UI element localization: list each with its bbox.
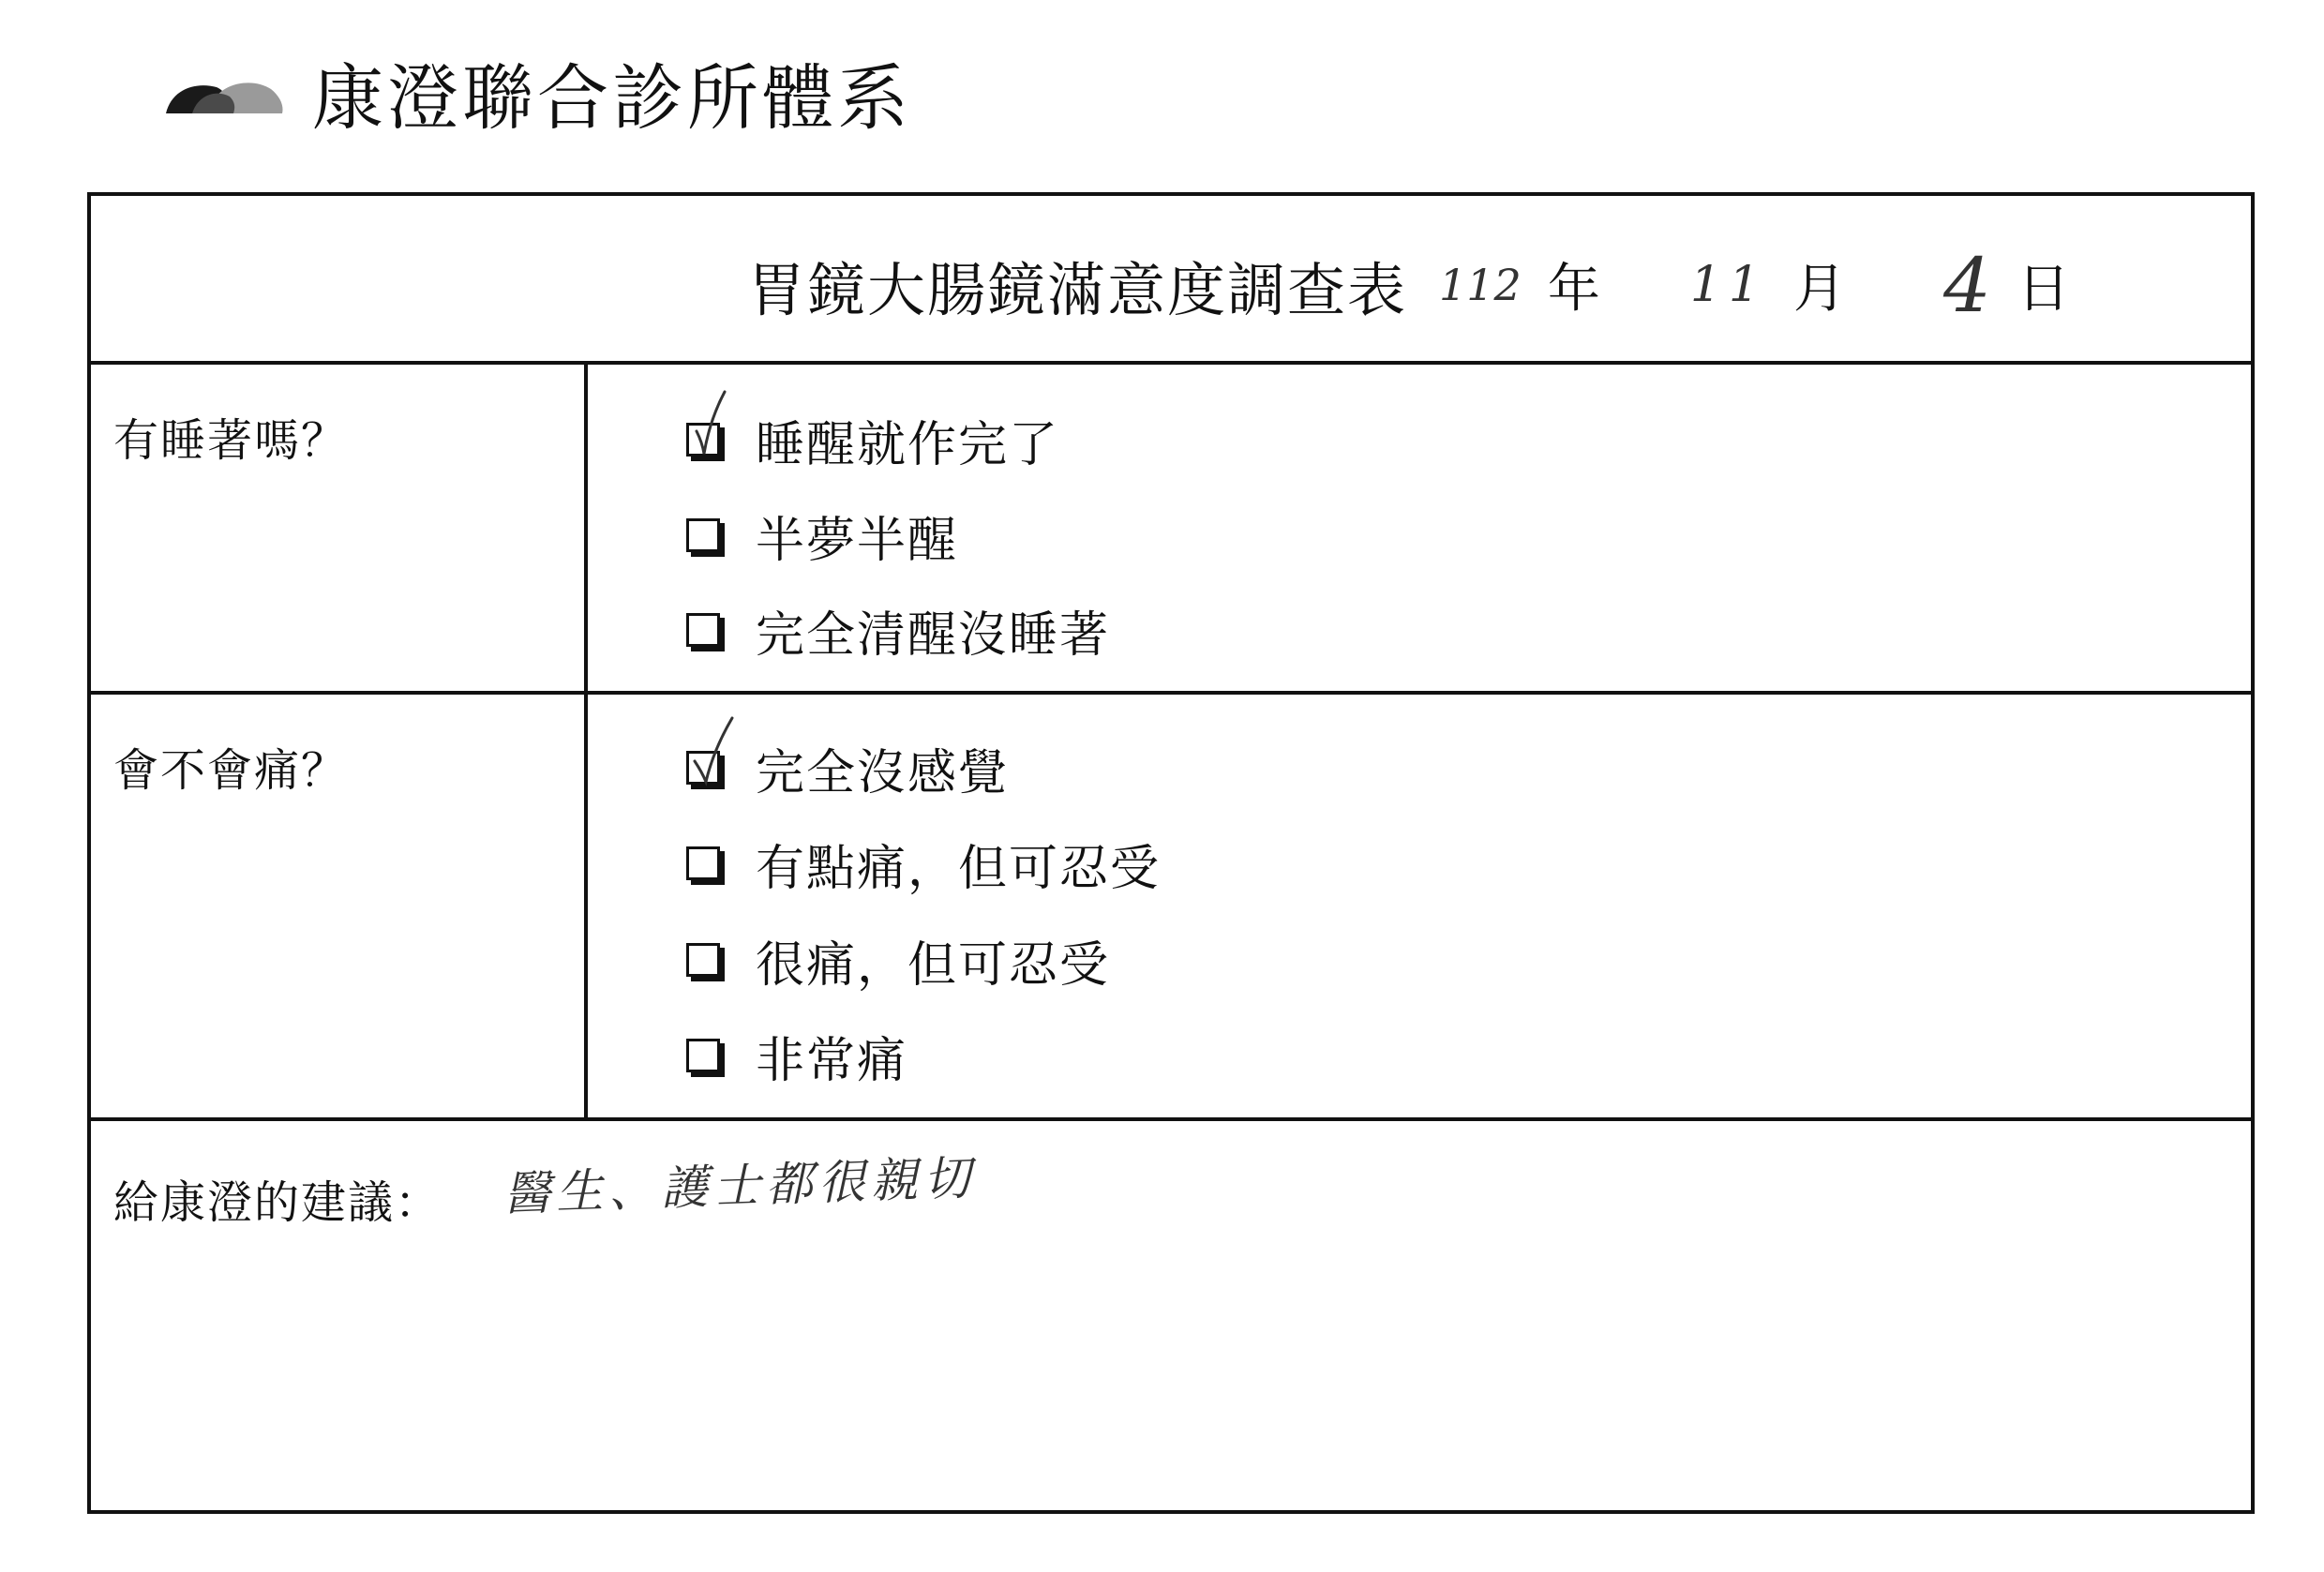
checkbox[interactable] <box>686 613 720 647</box>
checkbox[interactable] <box>686 423 720 457</box>
option-fully-awake[interactable] <box>686 597 1110 663</box>
option-label: 有點痛，但可忍受 <box>756 840 1162 897</box>
checkbox[interactable] <box>686 1039 720 1072</box>
question-label-cell <box>91 695 588 1117</box>
title-row <box>91 196 2251 365</box>
option-label: 很痛，但可忍受 <box>756 936 1111 994</box>
stone-logo-icon <box>164 70 286 127</box>
org-name: 康澄聯合診所體系 <box>312 56 912 140</box>
date-month-value[interactable]: 11 <box>1689 257 1767 313</box>
checkbox[interactable] <box>686 751 720 785</box>
check-mark-icon <box>687 718 734 787</box>
title-block <box>747 243 2070 327</box>
date-year-value[interactable]: 112 <box>1439 260 1522 310</box>
option-slight-pain[interactable] <box>686 831 1161 896</box>
question-row-pain <box>91 695 2251 1121</box>
question-label-cell <box>91 365 588 691</box>
suggestion-handwritten-text[interactable]: 醫生、護士都很親切 <box>502 1150 977 1221</box>
question-sleep: 有睡著嗎？ <box>113 414 349 467</box>
date-day-value[interactable]: 4 <box>1943 241 1991 329</box>
survey-form <box>87 192 2255 1514</box>
date-day-unit: 日 <box>2017 259 2070 320</box>
check-mark-icon <box>687 390 734 459</box>
header <box>164 52 912 145</box>
option-label: 完全清醒沒睡著 <box>756 606 1111 664</box>
option-very-painful-tolerable[interactable] <box>686 927 1110 993</box>
question-pain: 會不會痛？ <box>113 744 349 797</box>
option-extremely-painful[interactable] <box>686 1023 907 1088</box>
date-month-unit: 月 <box>1793 259 1846 320</box>
suggestion-row[interactable] <box>91 1121 2251 1514</box>
checkbox[interactable] <box>686 518 720 552</box>
checkbox[interactable] <box>686 943 720 977</box>
option-no-feeling[interactable] <box>686 735 1009 801</box>
option-label: 半夢半醒 <box>756 512 959 569</box>
checkbox[interactable] <box>686 846 720 880</box>
option-asleep[interactable] <box>686 407 1059 472</box>
option-label: 睡醒就作完了 <box>756 416 1060 473</box>
date-year-unit: 年 <box>1547 259 1600 320</box>
option-half-awake[interactable] <box>686 502 958 568</box>
option-label: 非常痛 <box>756 1032 908 1089</box>
question-row-sleep <box>91 365 2251 695</box>
suggestion-label: 給康澄的建議： <box>113 1176 442 1229</box>
form-title: 胃鏡大腸鏡滿意度調查表 <box>747 255 1408 324</box>
option-label: 完全沒感覺 <box>756 744 1010 801</box>
